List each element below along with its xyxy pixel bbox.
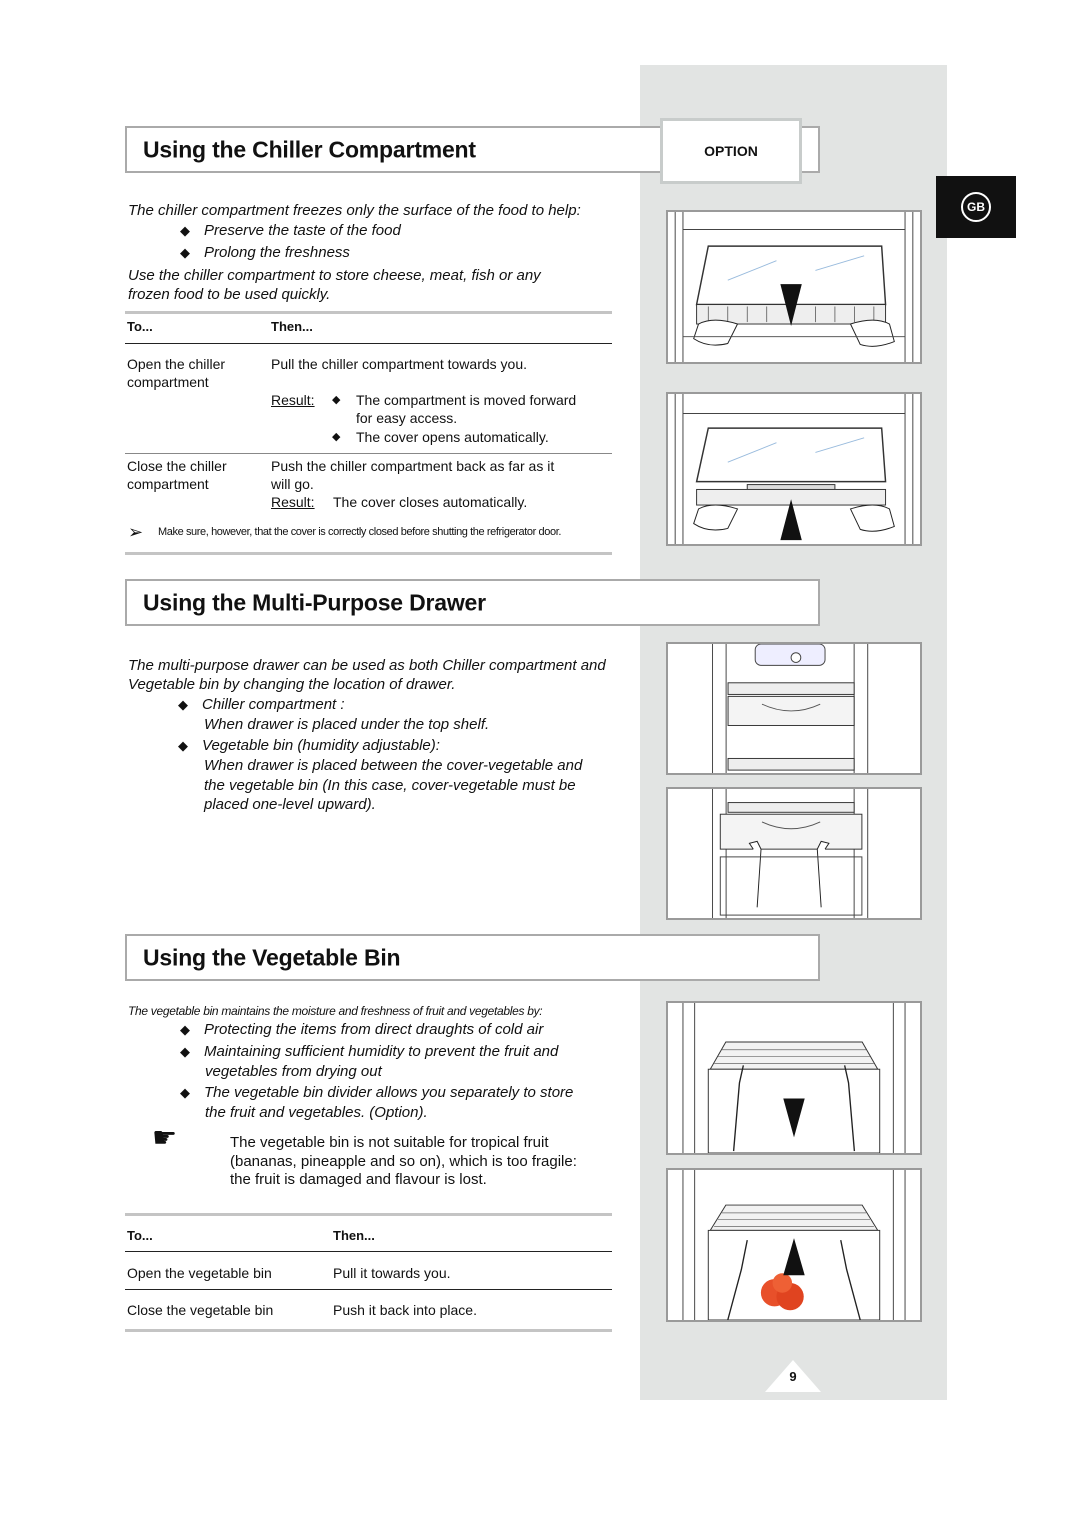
drawer-item-2: ◆ Vegetable bin (humidity adjustable):: [178, 737, 440, 754]
drawer-item-2-desc-1: When drawer is placed between the cover-vegetable and: [204, 757, 583, 774]
drawer-title-box: [125, 579, 820, 626]
chiller-use-line-2: frozen food to be used quickly.: [128, 286, 331, 303]
veg-bullet-1: ◆ Protecting the items from direct draughts of cold air: [180, 1021, 544, 1038]
veg-bullet-2: ◆ Maintaining sufficient humidity to prevent the fruit and: [180, 1043, 559, 1060]
drawer-item-1: ◆ Chiller compartment :: [178, 696, 345, 713]
diamond-icon: ◆: [180, 245, 190, 260]
divider: [125, 453, 612, 454]
veg-close-illustration: [666, 1168, 922, 1322]
col-header-then: Then...: [333, 1228, 375, 1243]
divider: [125, 1213, 612, 1216]
divider: [125, 552, 612, 555]
chiller-open-illustration: [666, 210, 922, 364]
arrow-note-icon: ➢: [128, 522, 144, 542]
row-open-result-2: The cover opens automatically.: [356, 429, 549, 445]
language-code: GB: [961, 192, 991, 222]
veg-row-close-to: Close the vegetable bin: [127, 1302, 274, 1318]
chiller-close-illustration: [666, 392, 922, 546]
drawer-item-2-desc-3: placed one-level upward).: [204, 796, 376, 813]
veg-row-open-to: Open the vegetable bin: [127, 1265, 272, 1281]
drawer-chiller-position-illustration: [666, 642, 922, 775]
page-number: 9: [789, 1369, 797, 1384]
row-close-to-2: compartment: [127, 476, 209, 492]
veg-row-open-then: Pull it towards you.: [333, 1265, 451, 1281]
drawer-item-1-desc: When drawer is placed under the top shelf.: [204, 716, 490, 733]
diamond-icon: ◆: [178, 738, 188, 753]
row-open-then: Pull the chiller compartment towards you.: [271, 356, 527, 372]
row-open-result-1b: for easy access.: [356, 410, 458, 426]
result-label: Result:: [271, 494, 315, 510]
row-open-to-1: Open the chiller: [127, 356, 226, 372]
row-close-to-1: Close the chiller: [127, 458, 227, 474]
option-badge: OPTION: [660, 118, 802, 184]
pointing-hand-icon: ☛: [152, 1122, 178, 1153]
diamond-icon: ◆: [332, 394, 341, 406]
chiller-bullet-2: ◆ Prolong the freshness: [180, 244, 350, 261]
divider: [125, 343, 612, 344]
veg-note-3: the fruit is damaged and flavour is lost.: [230, 1171, 487, 1188]
drawer-title: Using the Multi-Purpose Drawer: [143, 589, 486, 615]
veg-bullet-3: ◆ The vegetable bin divider allows you separately to store: [180, 1084, 574, 1101]
veg-title: Using the Vegetable Bin: [143, 944, 401, 970]
col-header-then: Then...: [271, 319, 313, 334]
divider: [125, 1251, 612, 1252]
drawer-item-2-desc-2: the vegetable bin (In this case, cover-vegetable must be: [204, 777, 576, 794]
diamond-icon: ◆: [180, 1022, 190, 1037]
veg-note-2: (bananas, pineapple and so on), which is too fragile:: [230, 1153, 577, 1170]
drawer-vegetable-position-illustration: [666, 787, 922, 920]
row-open-to-2: compartment: [127, 374, 209, 390]
veg-intro: The vegetable bin maintains the moisture and freshness of fruit and vegetables by:: [128, 1004, 543, 1018]
drawer-intro-1: The multi-purpose drawer can be used as both Chiller compartment and: [128, 657, 606, 674]
veg-title-box: [125, 934, 820, 981]
divider: [125, 1329, 612, 1332]
row-close-result: The cover closes automatically.: [333, 494, 528, 510]
chiller-note: Make sure, however, that the cover is correctly closed before shutting the refrigerator door.: [158, 526, 562, 538]
row-open-result-1a: The compartment is moved forward: [356, 392, 577, 408]
row-close-then-1: Push the chiller compartment back as far as it: [271, 458, 555, 474]
chiller-use-line-1: Use the chiller compartment to store cheese, meat, fish or any: [128, 267, 541, 284]
veg-bullet-2-cont: vegetables from drying out: [205, 1063, 382, 1080]
diamond-icon: ◆: [178, 697, 188, 712]
chiller-title: Using the Chiller Compartment: [143, 136, 476, 162]
diamond-icon: ◆: [180, 1085, 190, 1100]
veg-open-illustration: [666, 1001, 922, 1155]
language-tab: [936, 176, 1016, 238]
col-header-to: To...: [127, 319, 153, 334]
veg-row-close-then: Push it back into place.: [333, 1302, 477, 1318]
veg-note-1: The vegetable bin is not suitable for tropical fruit: [230, 1134, 549, 1151]
result-label: Result:: [271, 392, 315, 408]
row-close-then-2: will go.: [271, 476, 314, 492]
chiller-intro: The chiller compartment freezes only the surface of the food to help:: [128, 202, 581, 219]
chiller-bullet-1: ◆ Preserve the taste of the food: [180, 222, 401, 239]
diamond-icon: ◆: [332, 431, 341, 443]
divider: [125, 1289, 612, 1290]
drawer-intro-2: Vegetable bin by changing the location of drawer.: [128, 676, 456, 693]
diamond-icon: ◆: [180, 1044, 190, 1059]
divider: [125, 311, 612, 314]
diamond-icon: ◆: [180, 223, 190, 238]
veg-bullet-3-cont: the fruit and vegetables. (Option).: [205, 1104, 428, 1121]
col-header-to: To...: [127, 1228, 153, 1243]
